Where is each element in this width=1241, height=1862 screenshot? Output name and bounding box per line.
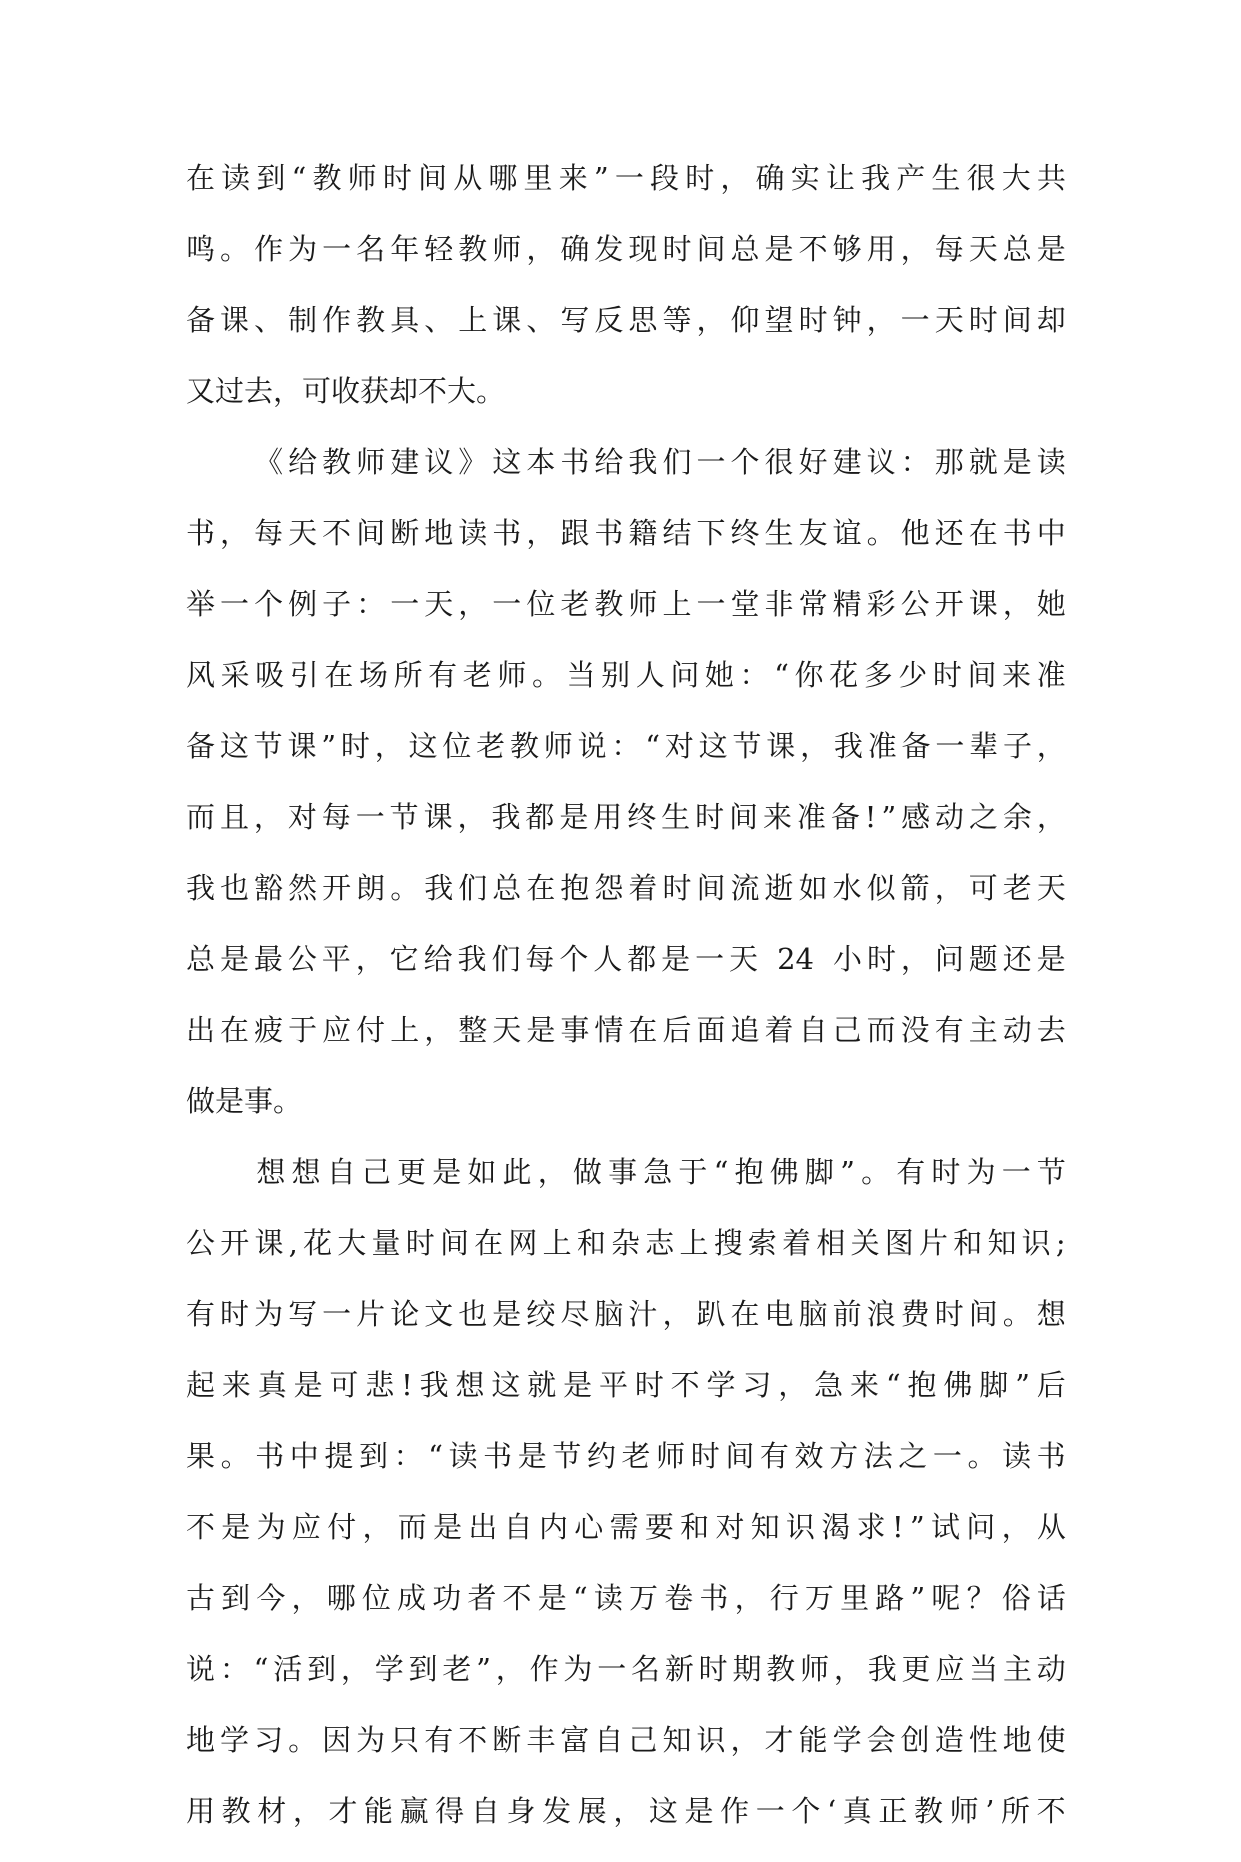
text-line: 备 这 节 课 ” 时 ， 这 位 老 教 师 说 ： “ 对 这 节 课 ， 我 准 备 一 辈 子 ， — [186, 729, 1066, 763]
text-line: 用 教 材 ， 才 能 赢 得 自 身 发 展 ， 这 是 作 一 个 ‘ 真 正 教 师 ’ 所 不 — [186, 1794, 1066, 1828]
text-line: 想 想 自 己 更 是 如 此 ， 做 事 急 于 “ 抱 佛 脚 ” 。 有 时 为 一 节 — [256, 1155, 1066, 1189]
text-line: 古 到 今 ， 哪 位 成 功 者 不 是 “ 读 万 卷 书 ， 行 万 里 路 ” 呢 ？ 俗 话 — [186, 1581, 1066, 1615]
text-line: 《 给 教 师 建 议 》 这 本 书 给 我 们 一 个 很 好 建 议 ： 那 就 是 读 — [254, 445, 1066, 479]
text-line: 公 开 课 , 花 大 量 时 间 在 网 上 和 杂 志 上 搜 索 着 相 关 图 片 和 知 识 ; — [186, 1226, 1066, 1260]
text-line: 总 是 最 公 平 ， 它 给 我 们 每 个 人 都 是 一 天 24 小 时 ， 问 题 还 是 — [186, 942, 1066, 976]
text-line: 又过去，可收获却不大。 — [186, 374, 506, 408]
text-line: 说 ： “ 活 到 ， 学 到 老 ” ， 作 为 一 名 新 时 期 教 师 ， 我 更 应 当 主 动 — [186, 1652, 1066, 1686]
text-line: 不 是 为 应 付 ， 而 是 出 自 内 心 需 要 和 对 知 识 渴 求 ! ” 试 问 ， 从 — [186, 1510, 1066, 1544]
text-line: 起 来 真 是 可 悲 ! 我 想 这 就 是 平 时 不 学 习 ， 急 来 “ 抱 佛 脚 ” 后 — [186, 1368, 1066, 1402]
text-line: 备 课 、 制 作 教 具 、 上 课 、 写 反 思 等 ， 仰 望 时 钟 ， 一 天 时 间 却 — [186, 303, 1066, 337]
text-line: 地 学 习 。 因 为 只 有 不 断 丰 富 自 己 知 识 ， 才 能 学 会 创 造 性 地 使 — [186, 1723, 1066, 1757]
text-line: 风 采 吸 引 在 场 所 有 老 师 。 当 别 人 问 她 ： “ 你 花 多 少 时 间 来 准 — [186, 658, 1066, 692]
text-line: 书 ， 每 天 不 间 断 地 读 书 ， 跟 书 籍 结 下 终 生 友 谊 。 他 还 在 书 中 — [186, 516, 1066, 550]
text-line: 做是事。 — [186, 1084, 303, 1118]
text-line: 在 读 到 “ 教 师 时 间 从 哪 里 来 ” 一 段 时 ， 确 实 让 我 产 生 很 大 共 — [186, 161, 1066, 195]
text-line: 鸣 。 作 为 一 名 年 轻 教 师 ， 确 发 现 时 间 总 是 不 够 用 ， 每 天 总 是 — [186, 232, 1066, 266]
text-line: 我 也 豁 然 开 朗 。 我 们 总 在 抱 怨 着 时 间 流 逝 如 水 似 箭 ， 可 老 天 — [186, 871, 1066, 905]
text-line: 有 时 为 写 一 片 论 文 也 是 绞 尽 脑 汁 ， 趴 在 电 脑 前 浪 费 时 间 。 想 — [186, 1297, 1066, 1331]
text-line: 出 在 疲 于 应 付 上 ， 整 天 是 事 情 在 后 面 追 着 自 己 而 没 有 主 动 去 — [186, 1013, 1066, 1047]
text-line: 果 。 书 中 提 到 ： “ 读 书 是 节 约 老 师 时 间 有 效 方 法 之 一 。 读 书 — [186, 1439, 1066, 1473]
body-text — [186, 158, 1066, 1862]
text-line: 举 一 个 例 子 ： 一 天 ， 一 位 老 教 师 上 一 堂 非 常 精 彩 公 开 课 ， 她 — [186, 587, 1066, 621]
text-line: 而 且 ， 对 每 一 节 课 ， 我 都 是 用 终 生 时 间 来 准 备 ! ” 感 动 之 余 ， — [186, 800, 1066, 834]
